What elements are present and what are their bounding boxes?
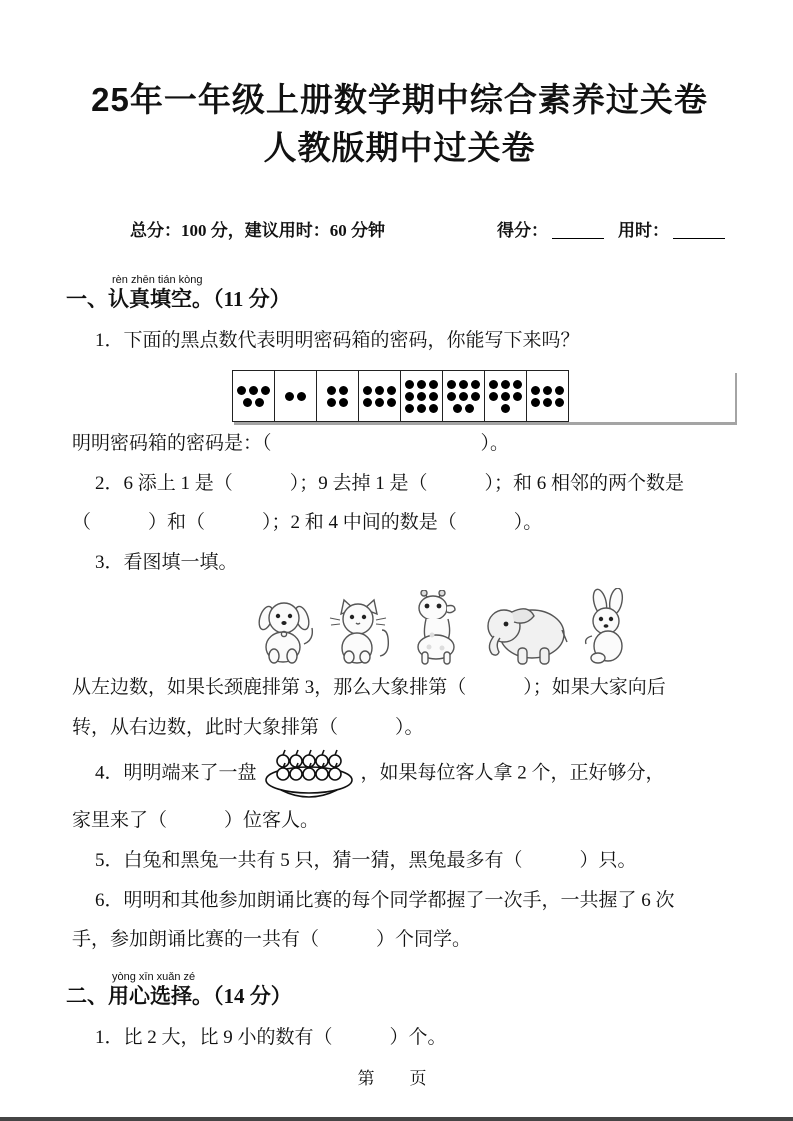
- dot-cell: [317, 370, 359, 422]
- q3-text: 3．看图填一填。: [95, 551, 238, 573]
- black-dot: [363, 398, 372, 407]
- black-dot: [243, 398, 252, 407]
- black-dot: [405, 404, 414, 413]
- dot-cell: [527, 370, 569, 422]
- black-dot: [459, 380, 468, 389]
- black-dot: [543, 398, 552, 407]
- black-dot: [387, 386, 396, 395]
- black-dot: [255, 398, 264, 407]
- black-dot: [387, 398, 396, 407]
- black-dot: [471, 380, 480, 389]
- black-dot: [375, 398, 384, 407]
- black-dot: [405, 380, 414, 389]
- black-dot: [405, 392, 414, 401]
- q5-text: 5．白兔和黑兔一共有 5 只，猜一猜，黑兔最多有（ ）只。: [95, 850, 637, 871]
- section1-heading: [66, 275, 735, 312]
- black-dot: [555, 386, 564, 395]
- dot-cell: [443, 370, 485, 422]
- black-dot: [327, 398, 336, 407]
- page-footer: 第 页: [357, 1069, 436, 1088]
- black-dot: [237, 386, 246, 395]
- black-dot: [417, 380, 426, 389]
- q6-line2: 手，参加朗诵比赛的一共有（ ）个同学。: [72, 929, 472, 951]
- black-dot: [447, 392, 456, 401]
- apple-icon: [329, 768, 341, 780]
- q4-prefix: 4．明明端来了一盘: [95, 762, 257, 784]
- apple-icon: [277, 768, 289, 780]
- black-dot: [249, 386, 258, 395]
- elephant-image: [482, 600, 568, 666]
- q2-line2: （ ）和（ ）；2 和 4 中间的数是（ ）。: [72, 512, 543, 534]
- black-dot: [513, 392, 522, 401]
- black-dot: [447, 380, 456, 389]
- black-dot: [489, 392, 498, 401]
- q4-line2: 家里来了（ ）位客人。: [72, 810, 320, 832]
- paper-title: [64, 76, 735, 172]
- bottom-edge-strip: [0, 1117, 793, 1121]
- q1-answer-line: 明明密码箱的密码是：（ ）。: [72, 433, 510, 455]
- q4-line1: [72, 747, 735, 801]
- black-dot: [327, 386, 336, 395]
- time-label: 用时：: [618, 220, 669, 240]
- black-dot: [531, 398, 540, 407]
- apple-icon: [290, 755, 302, 767]
- dot-cell: [359, 370, 401, 422]
- paper-title-line1: 25年一年级上册数学期中综合素养过关卷: [91, 81, 708, 118]
- black-dot: [555, 398, 564, 407]
- black-dot: [501, 380, 510, 389]
- q3-line1: 从左边数，如果长颈鹿排第 3，那么大象排第（ ）；如果大家向后: [72, 677, 666, 699]
- black-dot: [363, 386, 372, 395]
- dot-cell: [232, 370, 275, 422]
- black-dot: [453, 404, 462, 413]
- plate-of-apples-image: [263, 747, 355, 801]
- score-blank[interactable]: [552, 223, 604, 239]
- dog-image: [252, 596, 318, 666]
- apple-icon: [303, 768, 315, 780]
- score-info: 总分：100 分，建议用时：60 分钟: [130, 220, 385, 240]
- black-dot: [375, 386, 384, 395]
- apple-icon: [277, 755, 289, 767]
- apple-icon: [316, 755, 328, 767]
- score-fields: [497, 216, 725, 241]
- score-row: [72, 216, 735, 241]
- giraffe-image: [402, 590, 472, 666]
- black-dot: [513, 380, 522, 389]
- dot-cell: [275, 370, 317, 422]
- rabbit-image: [578, 588, 634, 666]
- dot-table: [232, 370, 735, 422]
- paper-title-line2: 人教版期中过关卷: [263, 128, 536, 166]
- black-dot: [471, 392, 480, 401]
- dot-cell: [485, 370, 527, 422]
- black-dot: [339, 386, 348, 395]
- black-dot: [501, 404, 510, 413]
- q1-text: 1．下面的黑点数代表明明密码箱的密码，你能写下来吗？: [95, 329, 580, 351]
- black-dot: [417, 404, 426, 413]
- apple-group: [277, 750, 341, 780]
- black-dot: [339, 398, 348, 407]
- black-dot: [429, 404, 438, 413]
- black-dot: [429, 380, 438, 389]
- black-dot: [285, 392, 294, 401]
- apple-icon: [316, 768, 328, 780]
- q4-suffix: ，如果每位客人拿 2 个，正好够分，: [360, 762, 665, 784]
- dot-cell: [401, 370, 443, 422]
- apple-icon: [303, 755, 315, 767]
- apple-icon: [329, 755, 341, 767]
- time-blank[interactable]: [673, 223, 725, 239]
- black-dot: [429, 392, 438, 401]
- apple-icon: [290, 768, 302, 780]
- black-dot: [417, 392, 426, 401]
- section1-heading-text: 一、认真填空。（11 分）: [66, 286, 291, 311]
- black-dot: [543, 386, 552, 395]
- section2-pinyin: yòng xīn xuǎn zé: [112, 970, 196, 983]
- section2-heading: [66, 972, 735, 1009]
- q2-line1: 2．6 添上 1 是（ ）；9 去掉 1 是（ ）；和 6 相邻的两个数是: [95, 472, 685, 494]
- section2-heading-text: 二、用心选择。（14 分）: [66, 983, 292, 1008]
- black-dot: [459, 392, 468, 401]
- black-dot: [489, 380, 498, 389]
- section1-pinyin: rèn zhēn tián kòng: [112, 273, 203, 286]
- black-dot: [501, 392, 510, 401]
- q6-line1: 6．明明和其他参加朗诵比赛的每个同学都握了一次手，一共握了 6 次: [95, 889, 675, 911]
- score-label: 得分：: [497, 220, 548, 240]
- black-dot: [297, 392, 306, 401]
- cat-image: [328, 596, 392, 666]
- black-dot: [531, 386, 540, 395]
- black-dot: [465, 404, 474, 413]
- q3-line2: 转，从右边数，此时大象排第（ ）。: [72, 716, 424, 738]
- animal-row: [252, 588, 735, 666]
- black-dot: [261, 386, 270, 395]
- s2-q1-text: 1．比 2 大，比 9 小的数有（ ）个。: [95, 1026, 447, 1048]
